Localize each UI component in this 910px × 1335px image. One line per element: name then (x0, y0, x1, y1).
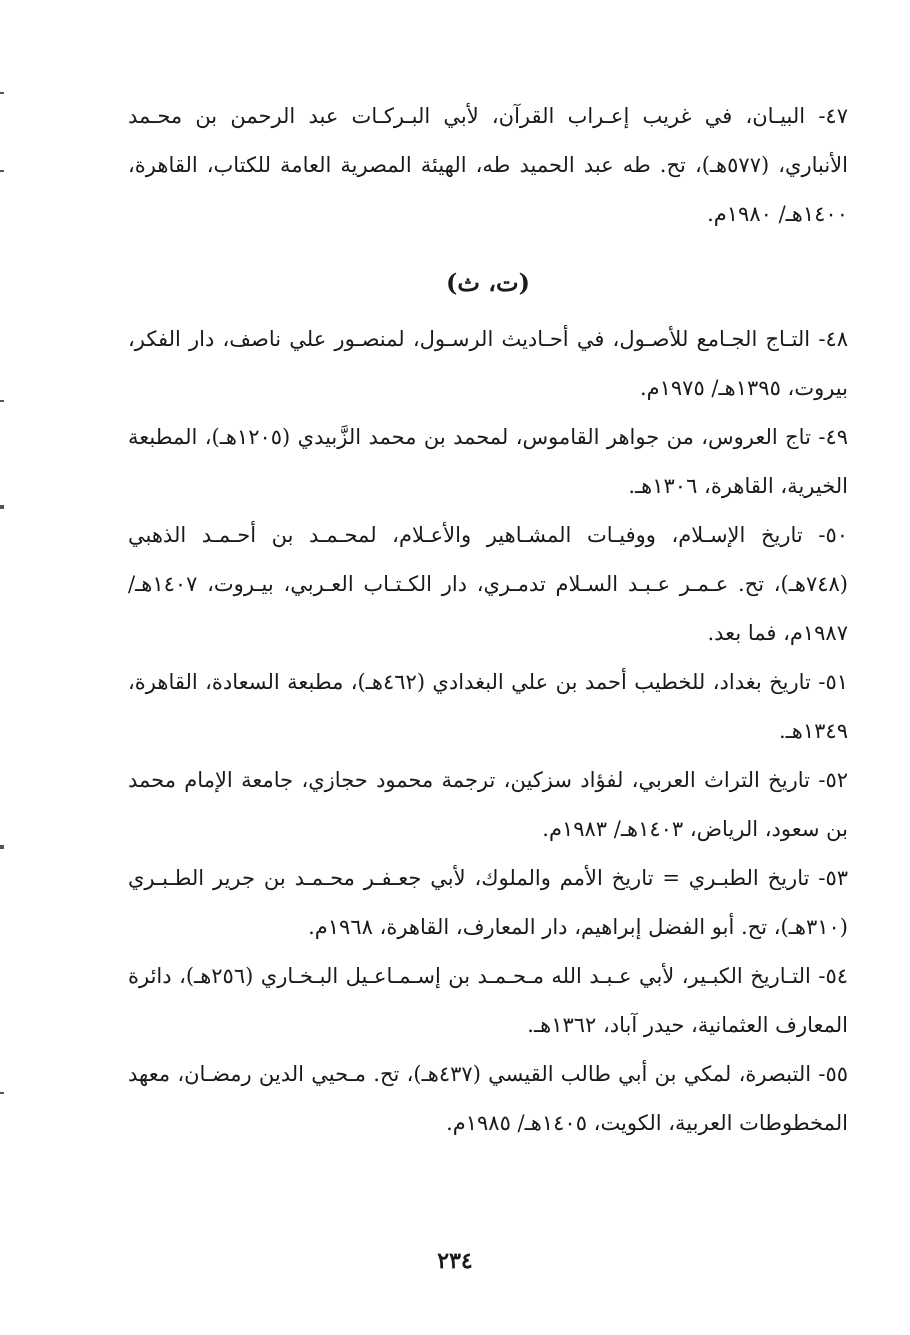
entry-number: ٤٧- (818, 104, 848, 128)
entry-number: ٥٣- (818, 866, 848, 890)
entry-text: تاريخ الطبـري = تاريخ الأمم والملوك، لأبي جعـفـر محـمـد بن جرير الطـبـري (٣١٠هـ)، تح. أبو الفضل إبراهيم، دار المعارف، القاهرة، ١٩٦٨م. (128, 866, 848, 939)
bibliography-entry-50 (128, 511, 848, 658)
scan-edge-mark (0, 505, 4, 509)
entry-text: تاريخ الإسـلام، ووفيـات المشـاهير والأعـلام، لمحـمـد بن أحـمـد الذهبي (٧٤٨هـ)، تح. عـمـر عـبـد السـلام تدمـري، دار الكـتـاب العـربي، بيـروت، ١٤٠٧هـ/ ١٩٨٧م، فما بعد. (128, 523, 848, 645)
entry-text: تاج العروس، من جواهر القاموس، لمحمد بن محمد الزَّبيدي (١٢٠٥هـ)، المطبعة الخيرية، القاهرة، ١٣٠٦هـ. (128, 425, 848, 498)
entry-number: ٥٥- (818, 1062, 848, 1086)
entry-number: ٤٩- (818, 425, 848, 449)
entry-number: ٥٠- (818, 523, 848, 547)
bibliography-entry-49 (128, 413, 848, 511)
bibliography-page (128, 92, 848, 1148)
scan-edge-mark (0, 845, 4, 849)
entry-number: ٥٤- (818, 964, 848, 988)
entry-text: تاريخ التراث العربي، لفؤاد سزكين، ترجمة محمود حجازي، جامعة الإمام محمد بن سعود، الرياض، ١٤٠٣هـ/ ١٩٨٣م. (128, 768, 848, 841)
section-heading: (ت، ث) (446, 268, 530, 297)
bibliography-entry-52 (128, 756, 848, 854)
page-number: ٢٣٤ (437, 1248, 473, 1274)
scan-edge-mark (0, 1092, 4, 1094)
bibliography-entry-54 (128, 952, 848, 1050)
scan-edge-mark (0, 170, 4, 172)
entry-text: التـاج الجـامع للأصـول، في أحـاديث الرسـول، لمنصـور علي ناصف، دار الفكر، بيروت، ١٣٩٥هـ/ ١٩٧٥م. (128, 327, 848, 400)
entry-number: ٤٨- (818, 327, 848, 351)
entry-number: ٥٢- (818, 768, 848, 792)
entry-text: التبصرة، لمكي بن أبي طالب القيسي (٤٣٧هـ)، تح. مـحيي الدين رمضـان، معهد المخطوطات العربية، الكويت، ١٤٠٥هـ/ ١٩٨٥م. (128, 1062, 848, 1135)
bibliography-entry-53 (128, 854, 848, 952)
entry-text: البيـان، في غريب إعـراب القرآن، لأبي البـركـات عبد الرحمن بن محـمد الأنباري، (٥٧٧هـ)، تح. طه عبد الحميد طه، الهيئة المصرية العامة للكتاب، القاهرة، ١٤٠٠هـ/ ١٩٨٠م. (128, 104, 848, 226)
bibliography-entry-51 (128, 658, 848, 756)
scan-edge-mark (0, 92, 4, 94)
entry-text: التـاريخ الكبـير، لأبي عـبـد الله مـحـمـد بن إسـمـاعـيل البـخـاري (٢٥٦هـ)، دائرة المعارف العثمانية، حيدر آباد، ١٣٦٢هـ. (128, 964, 848, 1037)
bibliography-entry-47 (128, 92, 848, 239)
bibliography-entry-48 (128, 315, 848, 413)
entry-number: ٥١- (818, 670, 848, 694)
bibliography-entry-55 (128, 1050, 848, 1148)
scan-edge-mark (0, 400, 4, 402)
entry-text: تاريخ بغداد، للخطيب أحمد بن علي البغدادي (٤٦٢هـ)، مطبعة السعادة، القاهرة، ١٣٤٩هـ. (128, 670, 848, 743)
